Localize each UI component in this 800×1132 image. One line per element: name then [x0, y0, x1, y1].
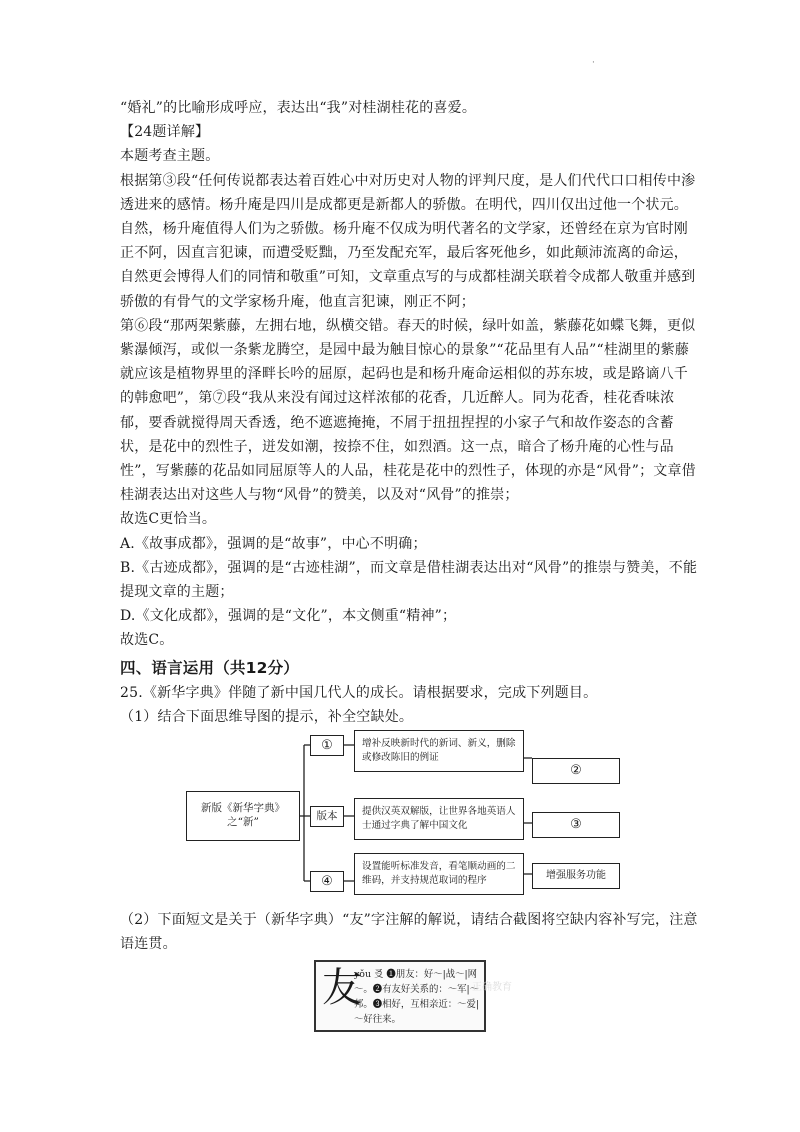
node-desc-2: 提供汉英双解版，让世界各地英语人士通过字典了解中国文化 [354, 798, 524, 840]
text-line: 故选C更恰当。 [120, 511, 217, 528]
dictionary-entry-image [314, 960, 486, 1032]
document-body [120, 96, 700, 729]
blank-4: ④ [310, 871, 344, 892]
option-a: A.《故事成都》，强调的是“故事”，中心不明确； [120, 535, 427, 552]
mind-map-root [186, 791, 300, 841]
root-label-2: 之“新” [227, 816, 259, 828]
blank-3: ③ [532, 812, 620, 838]
option-b: B.《古迹成都》，强调的是“古迹桂湖”，而文章是借桂湖表达出对“风骨”的推崇与赞美，不能提现文章的主题； [120, 559, 698, 601]
page-mark: · [592, 58, 595, 68]
option-d: D.《文化成都》，强调的是“文化”，本文侧重“精神”； [120, 608, 457, 625]
node-desc-1: 增补反映新时代的新词、新义，删除或修改陈旧的例证 [354, 730, 524, 772]
answer-heading: 【24题详解】 [120, 124, 210, 141]
node-service: 增强服务功能 [532, 863, 620, 889]
paragraph: 第⑥段“那两架紫藤，左拥右地，纵横交错。春天的时候，绿叶如盖，紫藤花如蝶飞舞，更似紫瀑倾泻，或似一条紫龙腾空，是园中最为触目惊心的景象”“花品里有人品”“桂湖里的紫藤就应该是植物界里的泽畔长吟的屈原，起码也是和杨升庵命运相似的苏东坡，或是路谪八千的韩愈吧”，第⑦段“我从来没有闻过这样浓郁的花香，几近醉人。同为花香，桂花香味浓郁，要香就搅得周天香透，绝不遮遮掩掩，不屑于扭扭捏捏的小家子气和故作姿态的含蓄状，是花中的烈性子，迸发如潮，按捺不住，如烈酒。这一点，暗合了杨升庵的心性与品性”，写紫藤的花品如同屈原等人的人品，桂花是花中的烈性子，体现的亦是“风骨”；文章借桂湖表达出对这些人与物“风骨”的赞美，以及对“风骨”的推崇； [120, 317, 696, 504]
watermark: 正确教育 [472, 982, 512, 993]
question-25: 25.《新华字典》伴随了新中国几代人的成长。请根据要求，完成下列题目。 [120, 684, 598, 701]
node-desc-3: 设置能听标准发音，看笔顺动画的二维码，并支持规范取词的程序 [354, 853, 524, 895]
section-heading: 四、语言运用（共12分） [120, 658, 299, 677]
dictionary-character: 友 [322, 965, 362, 1011]
text-line: “婚礼”的比喻形成呼应，表达出“我”对桂湖桂花的喜爱。 [120, 100, 477, 116]
document-body-2 [120, 908, 700, 956]
text-line: 故选C。 [120, 632, 174, 649]
dictionary-definition: yǒu 㕛 ❶朋友：好～|战～|网～。❷有友好关系的：～军|～邦。❸相好，互相亲近：～爱|～好往来。 [354, 969, 480, 1025]
node-version: 版本 [310, 806, 344, 827]
mind-map [186, 728, 626, 900]
blank-1: ① [310, 735, 344, 756]
blank-2: ② [532, 758, 620, 784]
paragraph: 根据第③段“任何传说都表达着百姓心中对历史对人物的评判尺度，是人们代代口口相传中渗透进来的感情。杨升庵是四川是成都更是新都人的骄傲。在明代，四川仅出过他一个状元。自然，杨升庵值得人们为之骄傲。杨升庵不仅成为明代著名的文学家，还曾经在京为官时刚正不阿，因直言犯谏，而遭受贬黜，乃至发配充军，最后客死他乡，如此颠沛流离的命运，自然更会博得人们的同情和敬重”可知，文章重点写的与成都桂湖关联着令成都人敬重并感到骄傲的有骨气的文学家杨升庵，他直言犯谏，刚正不阿； [120, 172, 696, 310]
question-25-part-2: （2）下面短文是关于（新华字典）“友”字注解的解说，请结合截图将空缺内容补写完，注意语连贯。 [120, 912, 698, 953]
question-25-part-1: （1）结合下面思维导图的提示，补全空缺处。 [120, 708, 414, 725]
root-label: 新版《新华字典》 [201, 802, 285, 814]
text-line: 本题考查主题。 [120, 148, 220, 165]
